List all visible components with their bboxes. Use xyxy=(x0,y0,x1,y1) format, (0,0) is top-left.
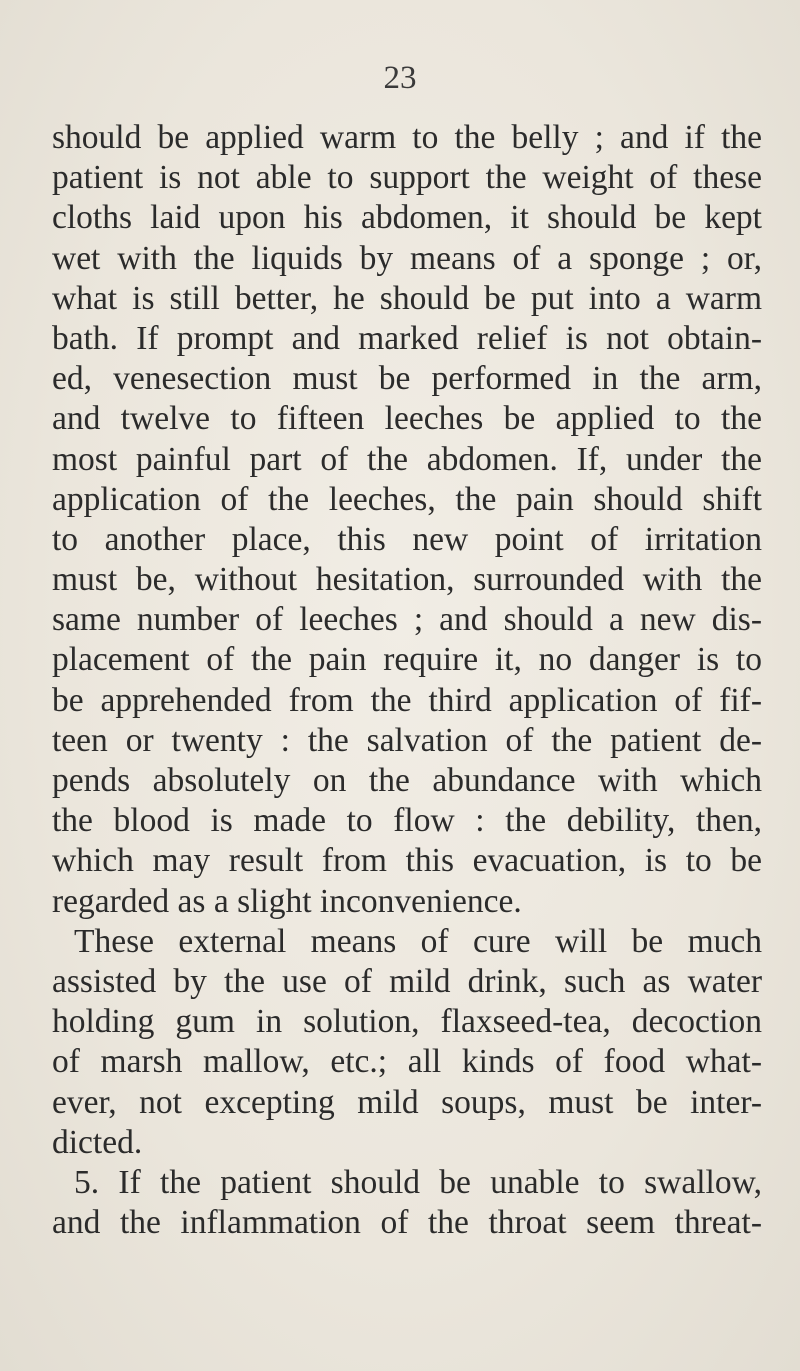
text-line: be apprehended from the third application of fif- xyxy=(52,681,762,719)
text-line: teen or twenty : the salvation of the patient de- xyxy=(52,721,762,759)
text-line: patient is not able to support the weight of these xyxy=(52,159,762,197)
text-line: ever, not excepting mild soups, must be inter- xyxy=(52,1083,762,1121)
text-line: what is still better, he should be put into a warm xyxy=(52,279,762,317)
text-line: These external means of cure will be much xyxy=(74,922,762,960)
text-line: of marsh mallow, etc.; all kinds of food what- xyxy=(52,1043,762,1081)
body-text xyxy=(52,118,762,1243)
text-line: placement of the pain require it, no danger is to xyxy=(52,641,762,679)
text-line: and the inflammation of the throat seem threat- xyxy=(52,1204,762,1242)
text-line: cloths laid upon his abdomen, it should be kept xyxy=(52,199,762,237)
text-line: to another place, this new point of irritation xyxy=(52,520,762,558)
page-number: 23 xyxy=(383,60,417,96)
text-line: and twelve to fifteen leeches be applied to the xyxy=(52,400,762,438)
text-line: holding gum in solution, flaxseed-tea, decoction xyxy=(52,1003,762,1041)
text-line: application of the leeches, the pain should shift xyxy=(52,480,762,518)
text-line: wet with the liquids by means of a sponge ; or, xyxy=(52,239,762,277)
text-line: bath. If prompt and marked relief is not obtain- xyxy=(52,319,762,357)
text-line: pends absolutely on the abundance with which xyxy=(52,762,762,799)
text-line: same number of leeches ; and should a new dis- xyxy=(52,601,762,639)
text-line: assisted by the use of mild drink, such as water xyxy=(52,962,762,1000)
text-line: 5. If the patient should be unable to swallow, xyxy=(74,1163,762,1201)
text-line: should be applied warm to the belly ; and if the xyxy=(52,119,762,156)
text-line: dicted. xyxy=(52,1123,143,1161)
text-line: which may result from this evacuation, is to be xyxy=(52,842,762,880)
text-line: regarded as a slight inconvenience. xyxy=(52,882,522,920)
text-line: the blood is made to flow : the debility, then, xyxy=(52,802,762,840)
text-line: ed, venesection must be performed in the arm, xyxy=(52,360,762,398)
text-line: must be, without hesitation, surrounded with the xyxy=(52,561,762,599)
text-line: most painful part of the abdomen. If, under the xyxy=(52,440,762,478)
